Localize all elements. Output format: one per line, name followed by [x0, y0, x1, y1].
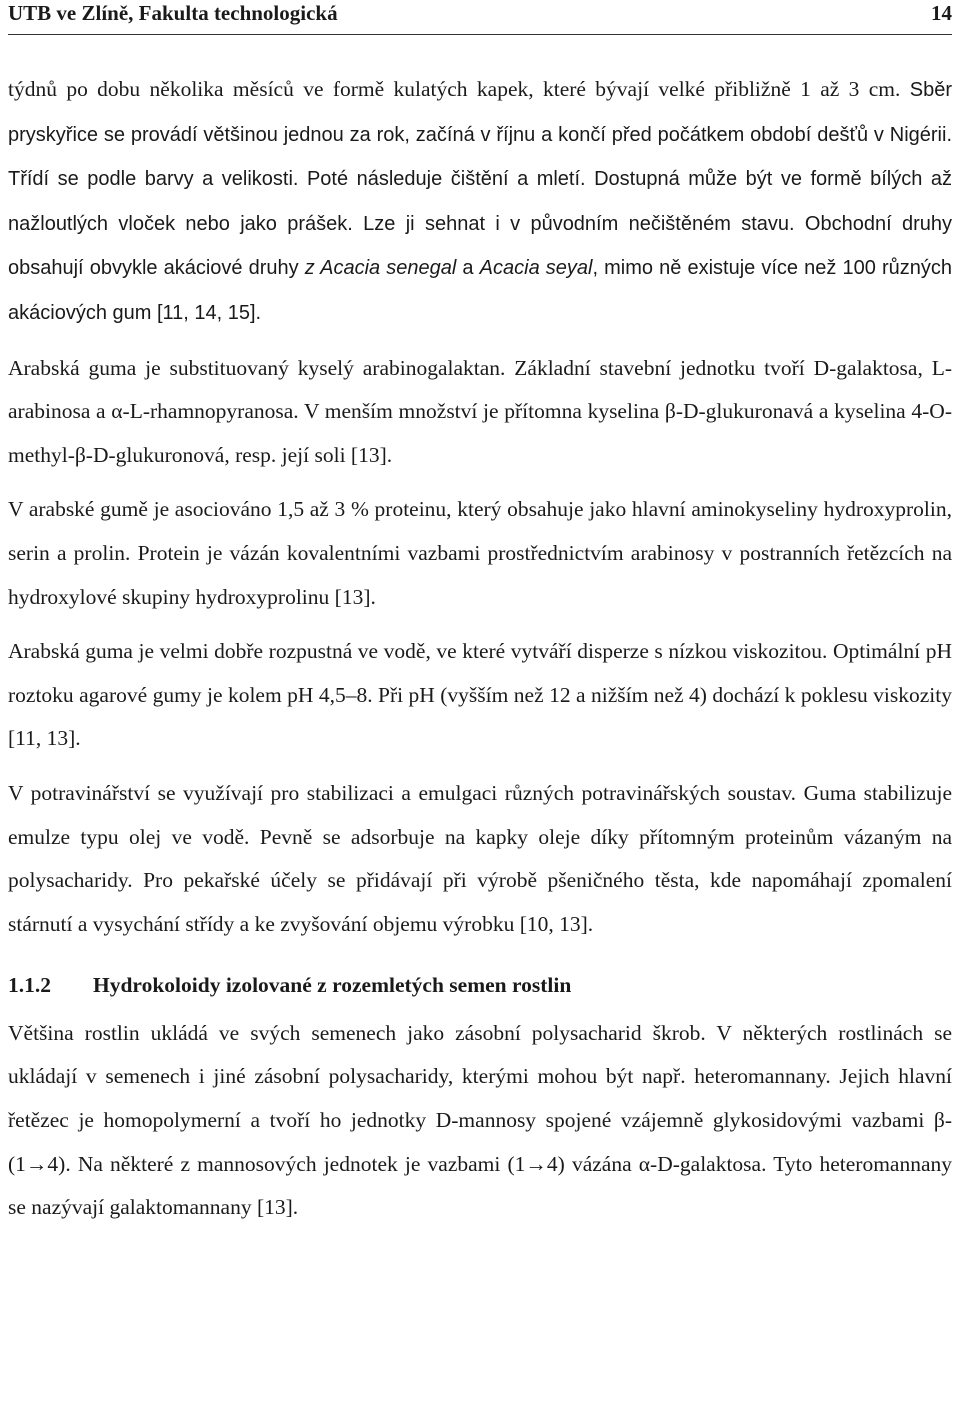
- paragraph-seed-polysaccharides: Většina rostlin ukládá ve svých semenech jako zásobní polysacharid škrob. V některých rostlinách se ukládají v semenech i jiné zásobní polysacharidy, kterými mohou být např. heteromannany. Jejich hlavní řetězec je homopolymerní a tvoří ho jednotky D-mannosy spojené vzájemně glykosidovými vazbami β-(1→4). Na některé z mannosových jednotek je vazbami (1→4) vázána α-D-galaktosa. Tyto heteromannany se nazývají galaktomannany [13].: [8, 1020, 952, 1220]
- body-text: [8, 68, 952, 1230]
- header-title: UTB ve Zlíně, Fakulta technologická: [8, 1, 338, 25]
- paragraph-text: Sběr pryskyřice se provádí většinou jednou za rok, začíná v říjnu a končí před počátkem období dešťů v Nigérii. Třídí se podle barvy a velikosti. Poté následuje čištění a mletí. Dostupná může být ve formě bílých až nažloutlých vloček nebo jako prášek. Lze ji sehnat i v původním nečištěném stavu. Obchodní druhy obsahují obvykle akáciové druhy: [8, 79, 952, 280]
- paragraph-gum-solubility: Arabská guma je velmi dobře rozpustná ve vodě, ve které vytváří disperze s nízkou viskozitou. Optimální pH roztoku agarové gumy je kolem pH 4,5–8. Při pH (vyšším než 12 a nižším než 4) dochází k poklesu viskozity [11, 13].: [8, 639, 952, 751]
- page-number: 14: [931, 1, 952, 25]
- section-title: Hydrokoloidy izolované z rozemletých semen rostlin: [93, 973, 572, 998]
- paragraph-gum-structure: Arabská guma je substituovaný kyselý arabinogalaktan. Základní stavební jednotku tvoří D-galaktosa, L-arabinosa a α-L-rhamnopyranosa. V menším množství je přítomna kyselina β-D-glukuronavá a kyselina 4-O-methyl-β-D-glukuronová, resp. její soli [13].: [8, 355, 952, 467]
- paragraph-gum-production: [8, 68, 952, 336]
- running-header: [8, 0, 952, 35]
- paragraph-text: , mimo ně existuje více než 100 různých akáciových gum [11, 14, 15].: [8, 257, 952, 324]
- section-number: 1.1.2: [8, 973, 51, 998]
- paragraph-gum-uses: V potravinářství se využívají pro stabilizaci a emulgaci různých potravinářských soustav. Guma stabilizuje emulze typu olej ve vodě. Pevně se adsorbuje na kapky oleje díky přítomným proteinům vázaným na polysacharidy. Pro pekařské účely se přidávají při výrobě pšeničného těsta, kde napomáhají zpomalení stárnutí a vysychání střídy a ke zvyšování objemu výrobku [10, 13].: [8, 780, 952, 936]
- paragraph-text: a: [456, 257, 480, 280]
- paragraph-text: týdnů po dobu několika měsíců ve formě kulatých kapek, které bývají velké přibližně 1 až 3 cm.: [8, 77, 910, 101]
- section-heading: [8, 964, 952, 1008]
- document-page: [8, 0, 952, 1230]
- paragraph-gum-protein: V arabské gumě je asociováno 1,5 až 3 % proteinu, který obsahuje jako hlavní aminokyseliny hydroxyprolin, serin a prolin. Protein je vázán kovalentními vazbami prostřednictvím arabinosy v postranních řetězcích na hydroxylové skupiny hydroxyprolinu [13].: [8, 497, 952, 609]
- species-name: z Acacia senegal: [304, 257, 457, 280]
- species-name: Acacia seyal: [479, 257, 593, 280]
